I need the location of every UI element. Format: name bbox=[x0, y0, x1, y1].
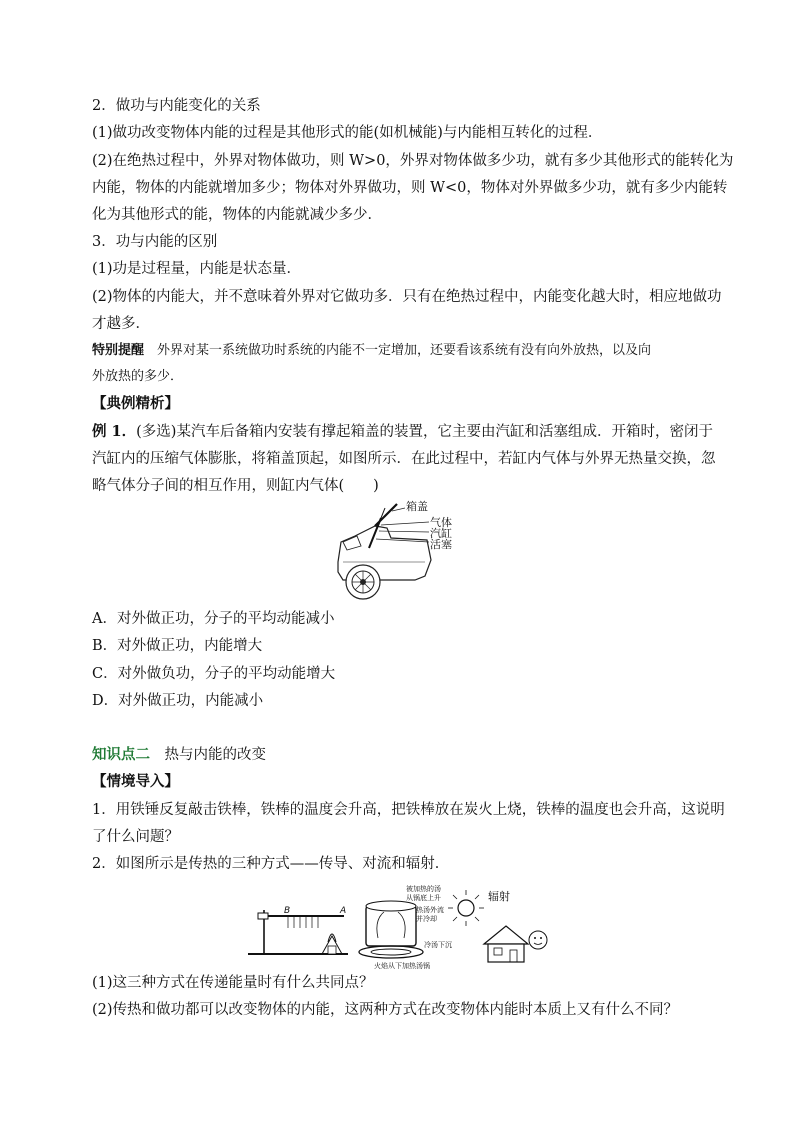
paragraph: (2)物体的内能大，并不意味着外界对它做功多．只有在绝热过程中，内能变化越大时，相应地做功 bbox=[92, 289, 722, 305]
knowledge-point-title: 热与内能的改变 bbox=[150, 747, 266, 763]
label-flame: 火焰从下加热汤锅 bbox=[374, 962, 430, 970]
example-question: 略气体分子间的相互作用，则缸内气体( ) bbox=[92, 478, 379, 494]
example-question bbox=[92, 422, 713, 442]
knowledge-point-heading bbox=[92, 745, 266, 765]
heat-transfer-figure bbox=[244, 882, 554, 972]
paragraph: 才越多． bbox=[92, 316, 150, 332]
label-b: B bbox=[284, 906, 291, 916]
example-label: 例 1． bbox=[92, 423, 137, 440]
sub-question-1: (1)这三种方式在传递能量时有什么共同点？ bbox=[92, 975, 374, 991]
tip-line: 外放热的多少． bbox=[92, 369, 184, 384]
question-2: 2．如图所示是传热的三种方式——传导、对流和辐射． bbox=[92, 856, 450, 872]
figure-label-gas: 气体 bbox=[430, 516, 452, 529]
label-a: A bbox=[340, 906, 347, 916]
tip-text: 外界对某一系统做功时系统的内能不一定增加，还要看该系统有没有向外放热，以及向 bbox=[144, 343, 652, 358]
radiation-illustration bbox=[448, 889, 547, 962]
label-cool: 并冷却 bbox=[416, 915, 437, 923]
label-heated-soup: 被加热的汤 bbox=[406, 885, 441, 893]
question-1: 1．用铁锤反复敲击铁棒，铁棒的温度会升高，把铁棒放在炭火上烧，铁棒的温度也会升高，这说明 bbox=[92, 802, 725, 818]
option-d: D．对外做正功，内能减小 bbox=[92, 693, 264, 709]
question-text: (多选)某汽车后备箱内安装有撑起箱盖的装置，它主要由汽缸和活塞组成．开箱时，密闭于 bbox=[136, 424, 713, 440]
question-1-cont: 了什么问题？ bbox=[92, 829, 179, 845]
label-rise: 从锅底上升 bbox=[406, 894, 441, 902]
option-b: B．对外做正功，内能增大 bbox=[92, 638, 263, 654]
sub-question-2: (2)传热和做功都可以改变物体的内能，这两种方式在改变物体内能时本质上又有什么不同？ bbox=[92, 1002, 679, 1018]
example-section-title: 【典例精析】 bbox=[92, 395, 179, 412]
label-radiation: 辐射 bbox=[488, 890, 510, 903]
section-2-heading: 2．做功与内能变化的关系 bbox=[92, 98, 261, 114]
knowledge-point-label: 知识点二 bbox=[92, 746, 150, 763]
section-3-heading: 3．功与内能的区别 bbox=[92, 234, 218, 250]
convection-illustration bbox=[359, 884, 452, 970]
paragraph: (1)功是过程量，内能是状态量． bbox=[92, 261, 302, 277]
option-c: C．对外做负功，分子的平均动能增大 bbox=[92, 666, 336, 682]
paragraph: (2)在绝热过程中，外界对物体做功，则 W>0，外界对物体做多少功，就有多少其他形式的能转化为 bbox=[92, 153, 734, 169]
tip-label: 特别提醒 bbox=[92, 343, 145, 358]
label-hot-soup: 热汤外流 bbox=[416, 906, 444, 914]
figure-label-cylinder: 汽缸 bbox=[430, 527, 452, 540]
tip-line bbox=[92, 341, 651, 361]
car-trunk-figure bbox=[335, 498, 460, 600]
figure-label-lid: 箱盖 bbox=[406, 500, 428, 513]
option-a: A．对外做正功，分子的平均动能减小 bbox=[92, 611, 335, 627]
figure-label-piston: 活塞 bbox=[430, 538, 452, 551]
paragraph: 内能，物体的内能就增加多少；物体对外界做功，则 W<0，物体对外界做多少功，就有多少内能转 bbox=[92, 180, 728, 196]
paragraph: 化为其他形式的能，物体的内能就减少多少． bbox=[92, 207, 382, 223]
conduction-illustration bbox=[248, 906, 348, 954]
label-sink: 冷汤下沉 bbox=[424, 941, 452, 949]
example-question: 汽缸内的压缩气体膨胀，将箱盖顶起，如图所示．在此过程中，若缸内气体与外界无热量交换，忽 bbox=[92, 451, 716, 467]
paragraph: (1)做功改变物体内能的过程是其他形式的能(如机械能)与内能相互转化的过程． bbox=[92, 125, 603, 141]
scenario-section-title: 【情境导入】 bbox=[92, 773, 179, 790]
